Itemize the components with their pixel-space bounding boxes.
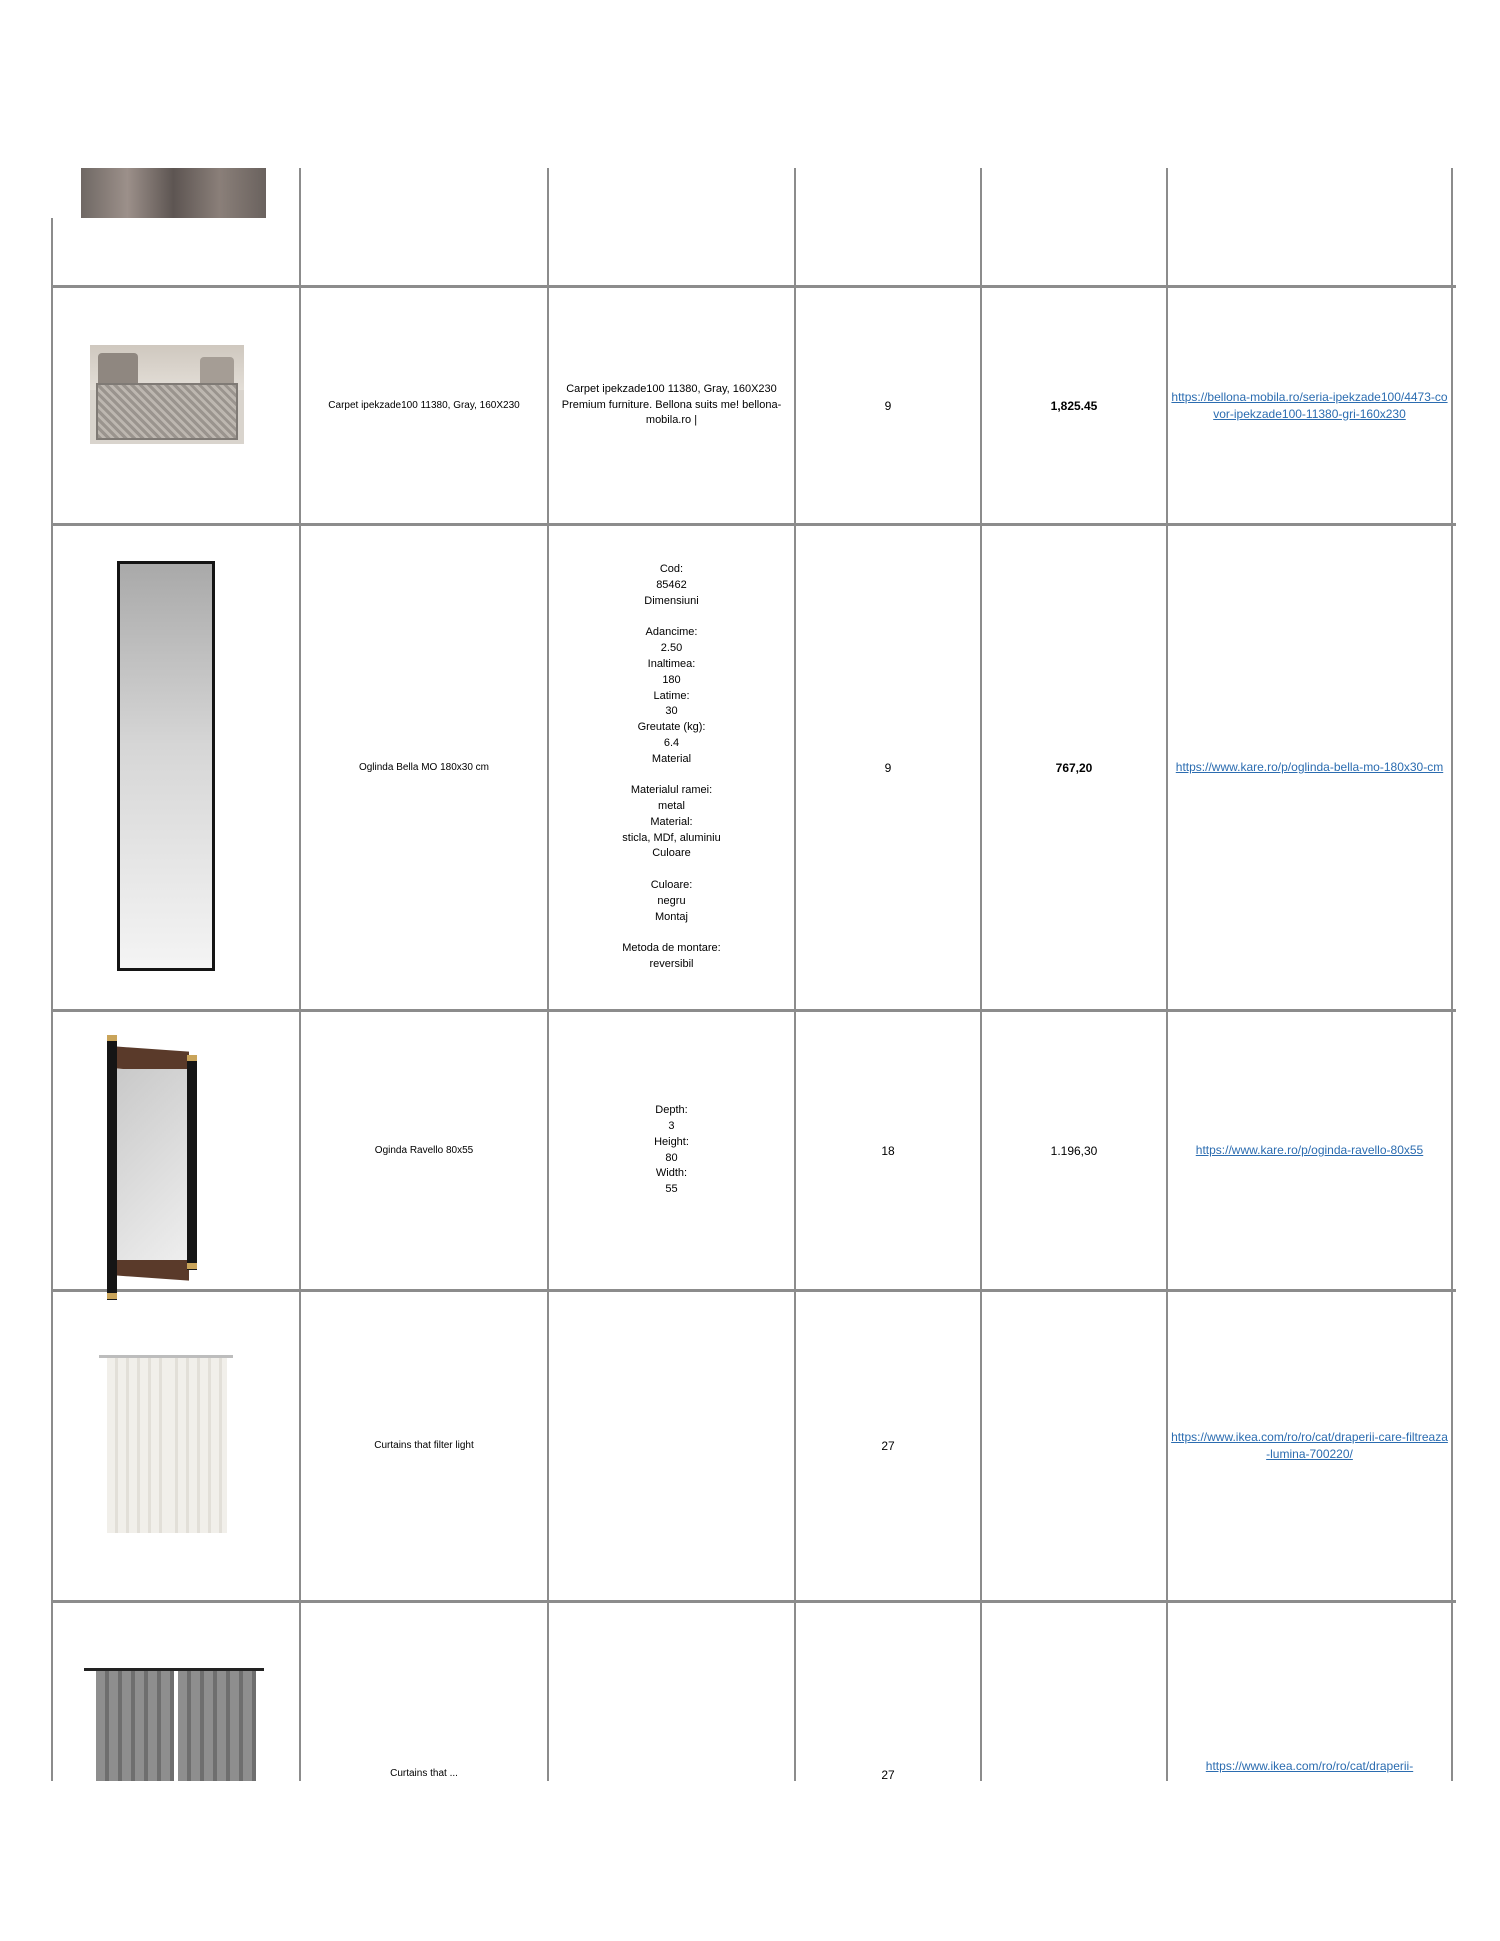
product-link[interactable]: https://www.kare.ro/p/oglinda-bella-mo-180x30-cm — [1175, 760, 1444, 774]
product-table — [51, 168, 1456, 1781]
mirror-photo-icon — [117, 561, 215, 971]
product-quantity: 9 — [884, 398, 892, 413]
product-name: Carpet ipekzade100 11380, Gray, 160X230 — [328, 399, 520, 411]
product-name: Curtains that filter light — [374, 1440, 474, 1451]
product-quantity: 18 — [881, 1143, 895, 1158]
product-name: Oginda Ravello 80x55 — [374, 1144, 474, 1156]
product-link[interactable]: https://www.ikea.com/ro/ro/cat/draperii-care-filtreaza-lumina-700220/ — [1171, 1430, 1448, 1461]
product-quantity: 27 — [881, 1768, 895, 1781]
product-description: Cod: 85462 Dimensiuni Adancime: 2.50 Inaltimea: 180 Latime: 30 Greutate (kg): 6.4 Material Materialul ramei: metal Material: sticla, MDf, aluminiu Culoare Culoare: negru Montaj Metoda de montare: reversibil — [622, 563, 721, 971]
product-quantity: 9 — [884, 760, 892, 775]
product-price: 1.196,30 — [1050, 1143, 1098, 1158]
curtain-photo-icon — [84, 1668, 264, 1781]
curtain-photo-icon — [99, 1355, 233, 1535]
product-quantity: 27 — [881, 1439, 895, 1453]
product-link[interactable]: https://www.kare.ro/p/oginda-ravello-80x55 — [1195, 1143, 1424, 1157]
column-divider — [1451, 168, 1453, 1781]
product-description: Depth: 3 Height: 80 Width: 55 — [654, 1104, 689, 1196]
product-description: Carpet ipekzade100 11380, Gray, 160X230 Premium furniture. Bellona suits me! bellona- mobila.ro | — [561, 382, 782, 427]
product-link[interactable]: https://www.ikea.com/ro/ro/cat/draperii- — [1205, 1759, 1414, 1773]
product-price: 767,20 — [1055, 760, 1093, 775]
product-link[interactable]: https://bellona-mobila.ro/seria-ipekzade100/4473-covor-ipekzade100-11380-gri-160x230 — [1171, 389, 1448, 421]
column-divider — [51, 218, 53, 1781]
product-price: 1,825.45 — [1050, 398, 1098, 413]
row-divider — [51, 1600, 1456, 1603]
mirror-photo-icon — [107, 1035, 197, 1300]
product-price — [982, 1292, 1166, 1600]
product-description — [549, 1292, 794, 1600]
product-name: Oglinda Bella MO 180x30 cm — [358, 761, 490, 773]
rug-photo-icon — [81, 168, 266, 218]
product-name: Curtains that ... — [390, 1768, 458, 1779]
rug-photo-icon — [90, 345, 244, 444]
